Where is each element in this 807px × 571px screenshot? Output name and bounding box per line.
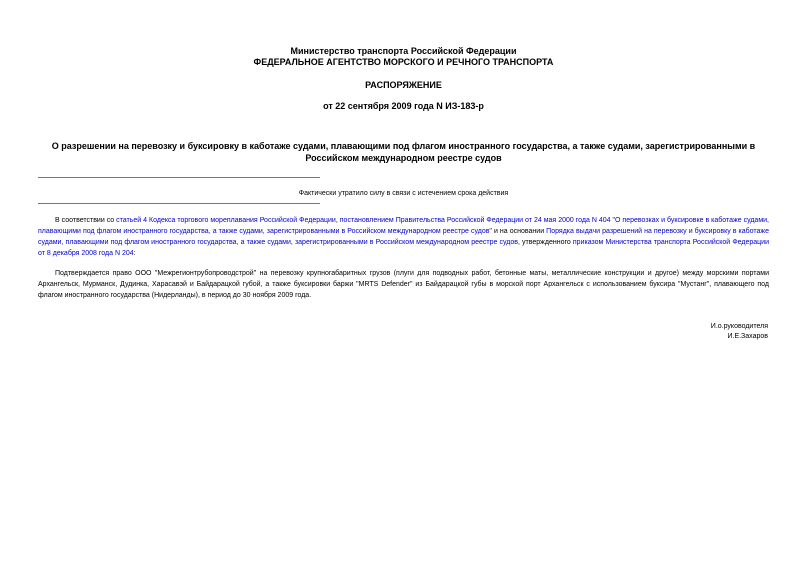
signatory-position: И.о.руководителя [710,323,768,330]
link-government-resolution-404[interactable]: постановлением Правительства Российской Федерации от 24 мая 2000 года N 404 "О перевозках и буксировке в каботаже судами, плавающими под флагом иностранного государства, а также судами, зарегистрированными в Российском международном реестре судов" [38,217,769,235]
ministry-name: Министерство транспорта Российской Федерации [290,46,517,56]
link-permit-procedure[interactable]: Порядка выдачи разрешений на перевозку и буксировку в каботаже судами, плавающими под флагом иностранного государства, а также судами, зарегистрированными в Российском международном реестре судов [38,228,769,246]
document-type: РАСПОРЯЖЕНИЕ [365,80,442,90]
divider-bottom [38,203,320,204]
preamble-text-3: и на основании [491,228,547,235]
link-merchant-shipping-code[interactable]: статьей 4 Кодекса торгового мореплавания Российской Федерации [116,217,336,224]
preamble-text-4: , утвержденного [517,239,573,246]
agency-name: ФЕДЕРАЛЬНОЕ АГЕНТСТВО МОРСКОГО И РЕЧНОГО ТРАНСПОРТА [253,57,554,67]
document-date: от 22 сентября 2009 года N ИЗ-183-р [323,101,484,111]
document-title: О разрешении на перевозку и буксировку в каботаже судами, плавающими под флагом иностранного государства, а также судами, зарегистрированными в Российском международном реестре судов [51,141,756,163]
paragraph-preamble [38,215,769,259]
preamble-text-2: , [335,217,340,224]
paragraph-main: Подтверждается право ООО "Межрегионтрубопроводстрой" на перевозку крупногабаритных грузов (плуги для подводных работ, бетонные маты, металлические конструкции и другое) между морскими портами Архангельск, Мурманск, Дудинка, Харасавэй и Байдарацкой губой, а также буксировки баржи "MRTS Defender" из Байдарацкой губы в морской порт Архангельск с использованием буксира "Мустанг", плавающего под флагом иностранного государства (Нидерланды), в период до 30 ноября 2009 года. [38,270,769,299]
preamble-text-1: В соответствии со [55,217,117,224]
preamble-text-5: : [133,250,136,257]
signatory-name: И.Е.Захаров [727,333,768,340]
link-ministry-order-204[interactable]: приказом Министерства транспорта Российской Федерации от 8 декабря 2008 года N 204 [38,239,770,257]
divider-top [38,177,320,178]
status-note: Фактически утратило силу в связи с истечением срока действия [298,190,509,197]
